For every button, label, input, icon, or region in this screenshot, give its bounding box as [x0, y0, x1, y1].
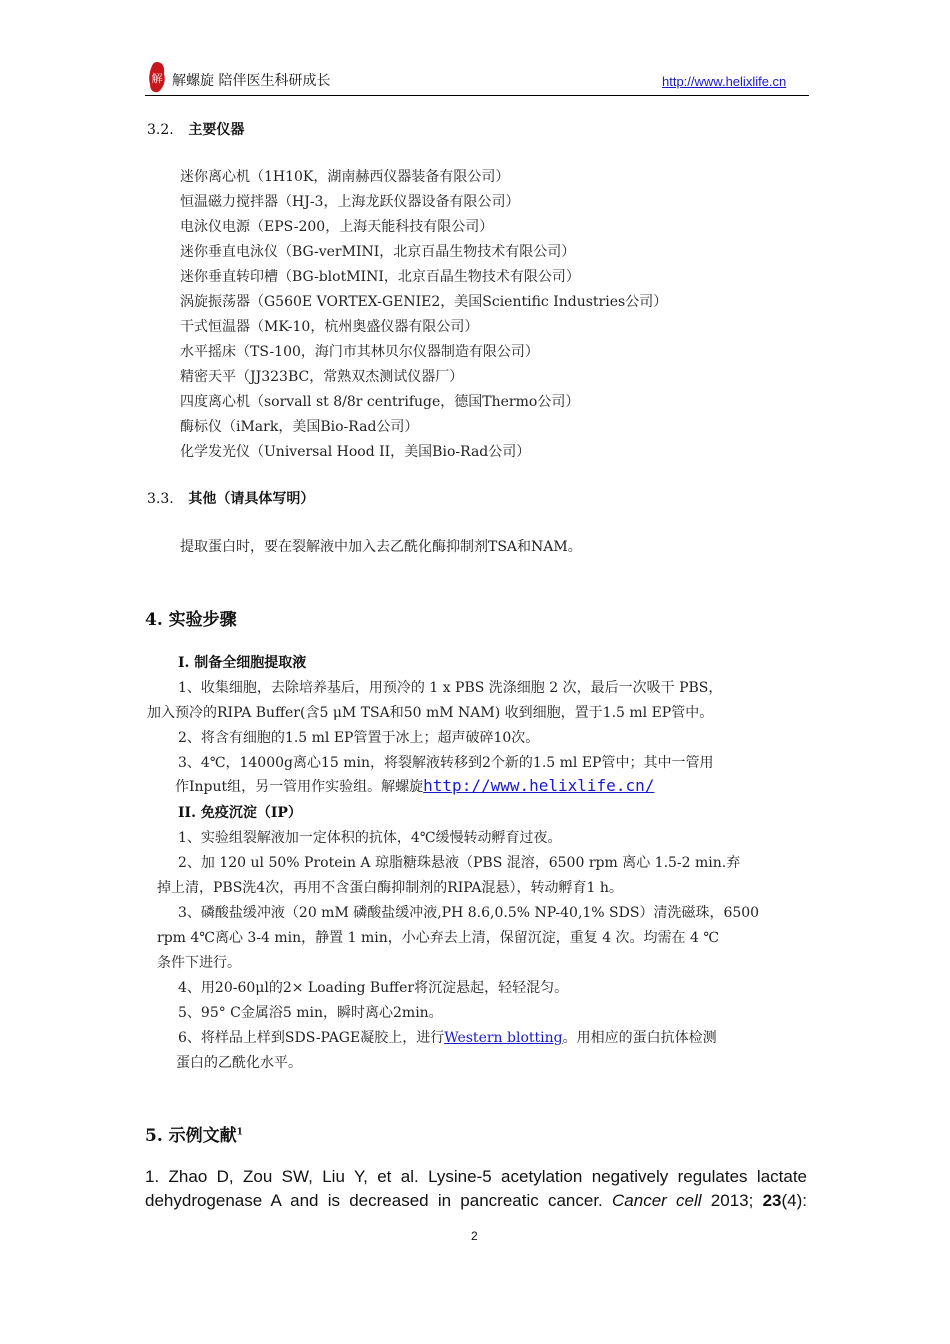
step-text: 2、将含有细胞的1.5 ml EP管置于冰上；超声破碎10次。: [178, 730, 540, 746]
step-text: [178, 1027, 717, 1047]
step-text: 4、用20-60μl的2× Loading Buffer将沉淀悬起，轻轻混匀。: [178, 980, 569, 996]
instrument-item: 干式恒温器（MK-10，杭州奥盛仪器有限公司）: [180, 319, 479, 335]
helixlife-link[interactable]: http://www.helixlife.cn/: [423, 776, 655, 795]
footnote-marker: 1: [236, 1127, 243, 1138]
header-url-link[interactable]: http://www.helixlife.cn: [662, 74, 787, 89]
step-text: 条件下进行。: [157, 955, 241, 971]
page-number: 2: [471, 1229, 478, 1243]
step-text: 掉上清，PBS洗4次，再用不含蛋白酶抑制剂的RIPA混悬），转动孵育1 h。: [157, 880, 623, 896]
part-1-heading: I. 制备全细胞提取液: [178, 655, 307, 671]
instrument-item: 迷你垂直转印槽（BG-blotMINI，北京百晶生物技术有限公司）: [180, 269, 580, 285]
logo-icon: [147, 60, 167, 94]
journal-name: Cancer cell: [612, 1191, 702, 1210]
step-text-part: 。用相应的蛋白抗体检测: [562, 1030, 717, 1046]
volume: 23: [762, 1191, 782, 1210]
step-text: 3、磷酸盐缓冲液（20 mM 磷酸盐缓冲液,PH 8.6,0.5% NP-40,1% SDS）清洗磁珠，6500: [178, 905, 760, 921]
instrument-item: 迷你离心机（1H10K，湖南赫西仪器装备有限公司）: [180, 169, 510, 185]
step-text: [175, 776, 654, 796]
instrument-item: 电泳仪电源（EPS-200，上海天能科技有限公司）: [180, 219, 494, 235]
header-divider: [145, 95, 809, 96]
step-text: 5、95° C金属浴5 min，瞬时离心2min。: [178, 1005, 443, 1021]
step-text: 蛋白的乙酰化水平。: [176, 1055, 302, 1071]
step-text: 3、4℃，14000g离心15 min，将裂解液转移到2个新的1.5 ml EP管中；其中一管用: [178, 755, 714, 771]
section-title: 其他（请具体写明）: [188, 491, 315, 507]
instrument-item: 恒温磁力搅拌器（HJ-3，上海龙跃仪器设备有限公司）: [180, 194, 520, 210]
step-text: 1、实验组裂解液加一定体积的抗体，4℃缓慢转动孵育过夜。: [178, 830, 562, 846]
section-3-2-heading: [147, 119, 244, 139]
instrument-item: 酶标仪（iMark，美国Bio-Rad公司）: [180, 419, 419, 435]
instrument-item: 精密天平（JJ323BC，常熟双杰测试仪器厂）: [180, 369, 464, 385]
step-text-part: 作Input组，另一管用作实验组。解螺旋: [175, 779, 424, 795]
brand-name: 解螺旋 陪伴医生科研成长: [172, 73, 331, 89]
section-3-3-heading: [147, 488, 314, 508]
step-text-part: 6、将样品上样到SDS-PAGE凝胶上，进行: [178, 1030, 445, 1046]
section-title: 5. 示例文献: [145, 1126, 237, 1146]
svg-text:解: 解: [151, 72, 163, 85]
reference-line: dehydrogenase A and is decreased in pancreatic cancer. Cancer cell 2013; 23(4):: [145, 1191, 807, 1210]
other-note: 提取蛋白时，要在裂解液中加入去乙酰化酶抑制剂TSA和NAM。: [180, 539, 582, 555]
section-5-heading: [145, 1121, 243, 1146]
step-text: 2、加 120 ul 50% Protein A 琼脂糖珠悬液（PBS 混溶，6500 rpm 离心 1.5-2 min.弃: [178, 855, 741, 871]
section-number: 3.2.: [147, 122, 174, 138]
instrument-item: 水平摇床（TS-100，海门市其林贝尔仪器制造有限公司）: [180, 344, 539, 360]
western-blotting-link[interactable]: Western blotting: [444, 1030, 563, 1046]
section-title: 主要仪器: [188, 122, 245, 138]
step-text: 1、收集细胞，去除培养基后，用预冷的 1 x PBS 洗涤细胞 2 次，最后一次吸干 PBS，: [178, 680, 723, 696]
instrument-item: 四度离心机（sorvall st 8/8r centrifuge，德国Thermo公司）: [180, 394, 580, 410]
instrument-item: 化学发光仪（Universal Hood II，美国Bio-Rad公司）: [180, 444, 531, 460]
instrument-item: 涡旋振荡器（G560E VORTEX-GENIE2，美国Scientific Industries公司）: [180, 294, 668, 310]
section-4-heading: 4. 实验步骤: [145, 610, 237, 630]
instrument-item: 迷你垂直电泳仪（BG-verMINI，北京百晶生物技术有限公司）: [180, 244, 576, 260]
step-text: 加入预冷的RIPA Buffer(含5 μM TSA和50 mM NAM) 收到细胞，置于1.5 ml EP管中。: [147, 705, 714, 721]
reference-line: 1. Zhao D, Zou SW, Liu Y, et al. Lysine-5 acetylation negatively regulates lactate: [145, 1167, 807, 1186]
step-text: rpm 4℃离心 3-4 min，静置 1 min，小心弃去上清，保留沉淀，重复 4 次。均需在 4 ℃: [157, 930, 720, 946]
part-2-heading: II. 免疫沉淀（IP）: [178, 805, 302, 821]
section-number: 3.3.: [147, 491, 174, 507]
